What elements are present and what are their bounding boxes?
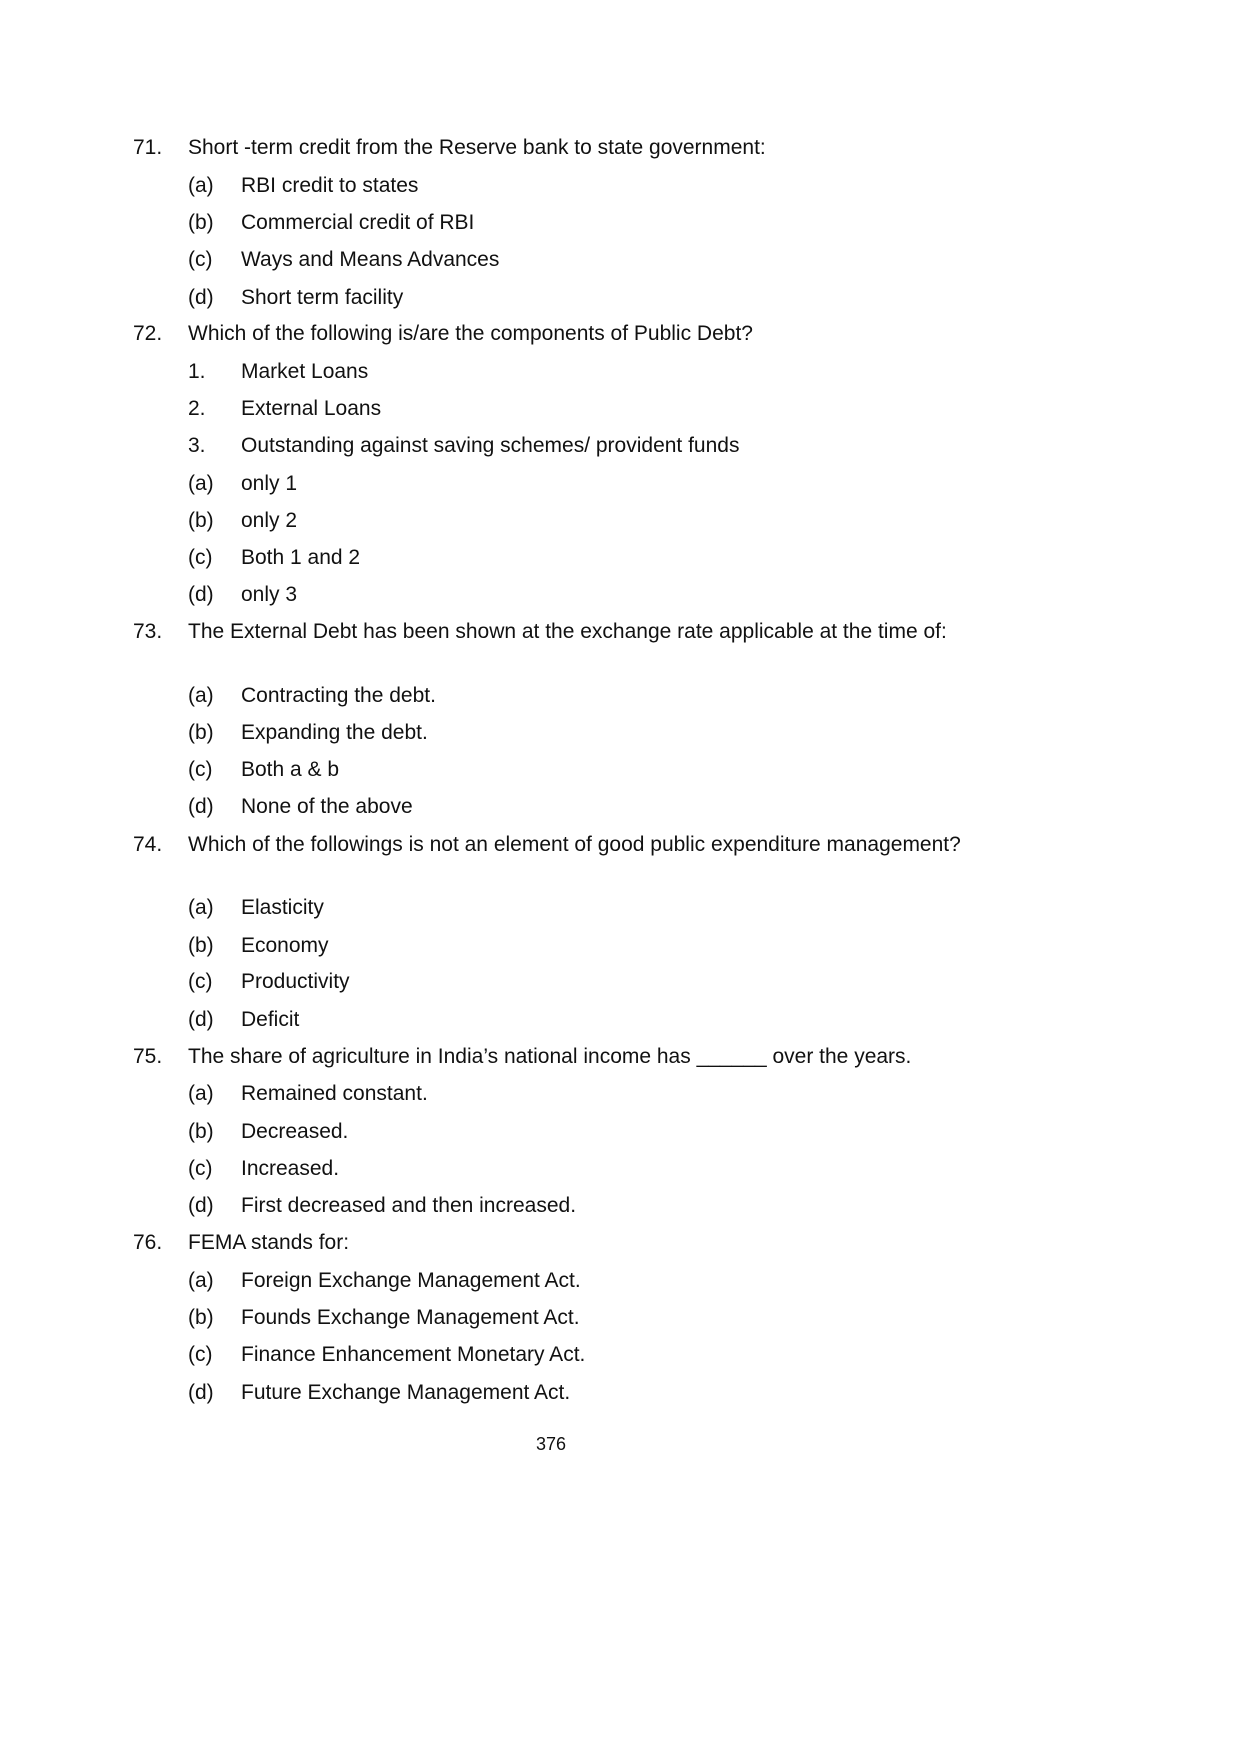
option-label: (a) xyxy=(188,1082,214,1105)
option-label: (b) xyxy=(188,934,214,957)
question-text: The share of agriculture in India’s national income has ______ over the years. xyxy=(188,1045,912,1068)
option-label: (b) xyxy=(188,1120,214,1143)
option-text: only 3 xyxy=(241,583,298,606)
option-text: None of the above xyxy=(241,795,413,818)
question-text: Which of the following is/are the components of Public Debt? xyxy=(188,322,753,345)
option-text: Elasticity xyxy=(241,896,324,919)
option-text: Decreased. xyxy=(241,1120,349,1143)
option-text: Finance Enhancement Monetary Act. xyxy=(241,1343,586,1366)
option-label: (d) xyxy=(188,795,214,818)
statement-label: 3. xyxy=(188,434,206,457)
question-text: Short -term credit from the Reserve bank to state government: xyxy=(188,136,766,159)
option-label: (a) xyxy=(188,472,214,495)
option-label: (d) xyxy=(188,1381,214,1404)
statement-text: External Loans xyxy=(241,397,382,420)
option-text: Ways and Means Advances xyxy=(241,248,500,271)
question-number: 71. xyxy=(133,136,163,159)
option-text: only 2 xyxy=(241,509,298,532)
option-label: (c) xyxy=(188,1343,213,1366)
option-text: Economy xyxy=(241,934,329,957)
question-number: 75. xyxy=(133,1045,163,1068)
option-text: only 1 xyxy=(241,472,298,495)
question-number: 76. xyxy=(133,1231,163,1254)
option-label: (b) xyxy=(188,509,214,532)
option-label: (a) xyxy=(188,174,214,197)
option-label: (c) xyxy=(188,970,213,993)
option-label: (c) xyxy=(188,758,213,781)
option-label: (c) xyxy=(188,546,213,569)
option-text: Remained constant. xyxy=(241,1082,428,1105)
option-label: (b) xyxy=(188,721,214,744)
option-text: Expanding the debt. xyxy=(241,721,428,744)
option-label: (a) xyxy=(188,896,214,919)
question-number: 72. xyxy=(133,322,163,345)
option-text: Both 1 and 2 xyxy=(241,546,361,569)
option-text: Deficit xyxy=(241,1008,300,1031)
option-label: (b) xyxy=(188,211,214,234)
option-text: Founds Exchange Management Act. xyxy=(241,1306,580,1329)
option-text: Increased. xyxy=(241,1157,340,1180)
option-label: (d) xyxy=(188,286,214,309)
question-number: 74. xyxy=(133,833,163,856)
statement-label: 1. xyxy=(188,360,206,383)
option-text: Productivity xyxy=(241,970,350,993)
option-text: Future Exchange Management Act. xyxy=(241,1381,571,1404)
option-label: (d) xyxy=(188,1008,214,1031)
option-text: Commercial credit of RBI xyxy=(241,211,475,234)
question-text: Which of the followings is not an element of good public expenditure management? xyxy=(188,833,961,856)
statement-text: Market Loans xyxy=(241,360,369,383)
option-label: (a) xyxy=(188,1269,214,1292)
option-text: Foreign Exchange Management Act. xyxy=(241,1269,581,1292)
statement-text: Outstanding against saving schemes/ provident funds xyxy=(241,434,740,457)
option-label: (d) xyxy=(188,583,214,606)
option-text: Both a & b xyxy=(241,758,340,781)
option-label: (c) xyxy=(188,248,213,271)
option-label: (a) xyxy=(188,684,214,707)
option-label: (d) xyxy=(188,1194,214,1217)
option-label: (c) xyxy=(188,1157,213,1180)
option-text: Short term facility xyxy=(241,286,404,309)
option-text: RBI credit to states xyxy=(241,174,419,197)
option-label: (b) xyxy=(188,1306,214,1329)
question-text: The External Debt has been shown at the exchange rate applicable at the time of: xyxy=(188,620,947,643)
option-text: Contracting the debt. xyxy=(241,684,436,707)
question-number: 73. xyxy=(133,620,163,643)
page-number: 376 xyxy=(535,1434,567,1454)
question-text: FEMA stands for: xyxy=(188,1231,350,1254)
option-text: First decreased and then increased. xyxy=(241,1194,577,1217)
statement-label: 2. xyxy=(188,397,206,420)
